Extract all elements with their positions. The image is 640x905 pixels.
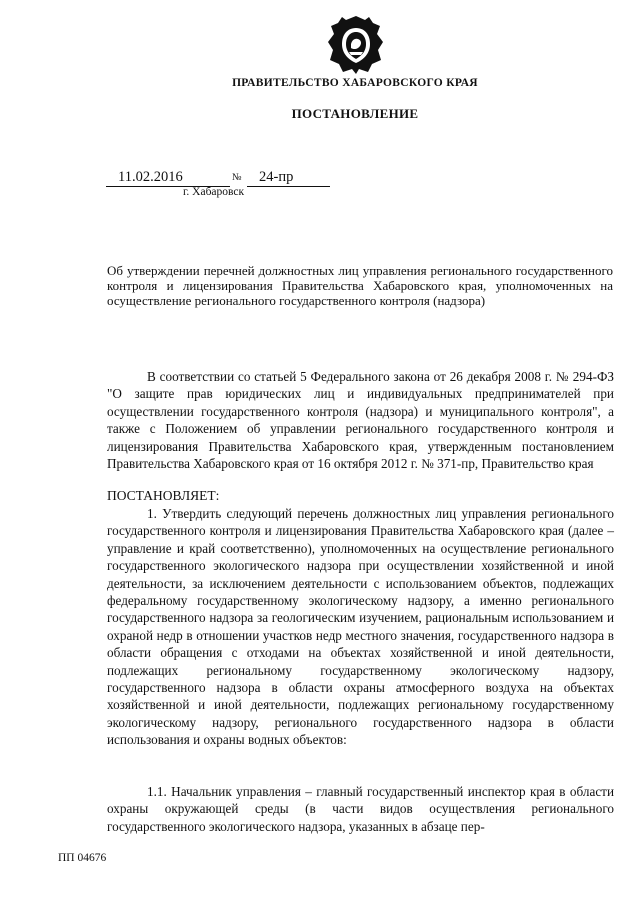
number-sign: № [232, 172, 242, 183]
city: г. Хабаровск [183, 186, 245, 198]
document-number [247, 168, 330, 187]
number-value: 24-пр [259, 169, 294, 185]
item-1-1-text: 1.1. Начальник управления – главный государственный инспектор края в области охраны окружающей среды (в части видов осуществления регионального государственного экологического надзора, указанных в абзаце пер- [107, 784, 614, 834]
khabarovsk-coat-of-arms-icon [325, 14, 387, 76]
preamble-paragraph [107, 368, 614, 472]
date-value: 11.02.2016 [118, 169, 183, 185]
government-title: ПРАВИТЕЛЬСТВО ХАБАРОВСКОГО КРАЯ [232, 77, 478, 89]
document-date [106, 168, 230, 187]
preamble-text: В соответствии со статьей 5 Федерального закона от 26 декабря 2008 г. № 294-ФЗ "О защите прав юридических лиц и индивидуальных предпринимателей при осуществлении государственного контроля (надзора) и муниципального контроля", а также с Положением об управлении регионального государственного контроля и лицензирования Правительства Хабаровского края, утвержденным постановлением Правительства Хабаровского края от 16 октября 2012 г. № 371-пр, Правительство края [107, 369, 614, 472]
item-1-paragraph [107, 505, 614, 749]
item-1-1-paragraph [107, 783, 614, 835]
decree-word: ПОСТАНОВЛЯЕТ: [107, 488, 220, 503]
item-1-text: 1. Утвердить следующий перечень должностных лиц управления регионального государственного контроля и лицензирования Правительства Хабаровского края (далее – управление и край соответственно), уполномоченных на осуществление регионального государственного экологического надзора при осуществлении хозяйственной и иной деятельности, за исключением деятельности с использованием объектов, подлежащих федеральному государственному экологическому надзору, а именно регионального государственного надзора за геологическим изучением, рациональным использованием и охраной недр в отношении участков недр местного значения, государственного надзора в области обращения с отходами на объектах хозяйственной и иной деятельности, подлежащих региональному государственному экологическому надзору, государственного надзора в области охраны атмосферного воздуха на объектах хозяйственной и иной деятельности, подлежащих региональному государственному экологическому надзору, регионального государственного надзора в области использования и охраны водных объектов: [107, 506, 614, 748]
document-subject: Об утверждении перечней должностных лиц управления регионального государственного контроля и лицензирования Правительства Хабаровского края, уполномоченных на осуществление регионального государственного контроля (надзора) [107, 263, 613, 308]
footer-code: ПП 04676 [58, 852, 107, 864]
document-type: ПОСТАНОВЛЕНИЕ [291, 106, 419, 121]
